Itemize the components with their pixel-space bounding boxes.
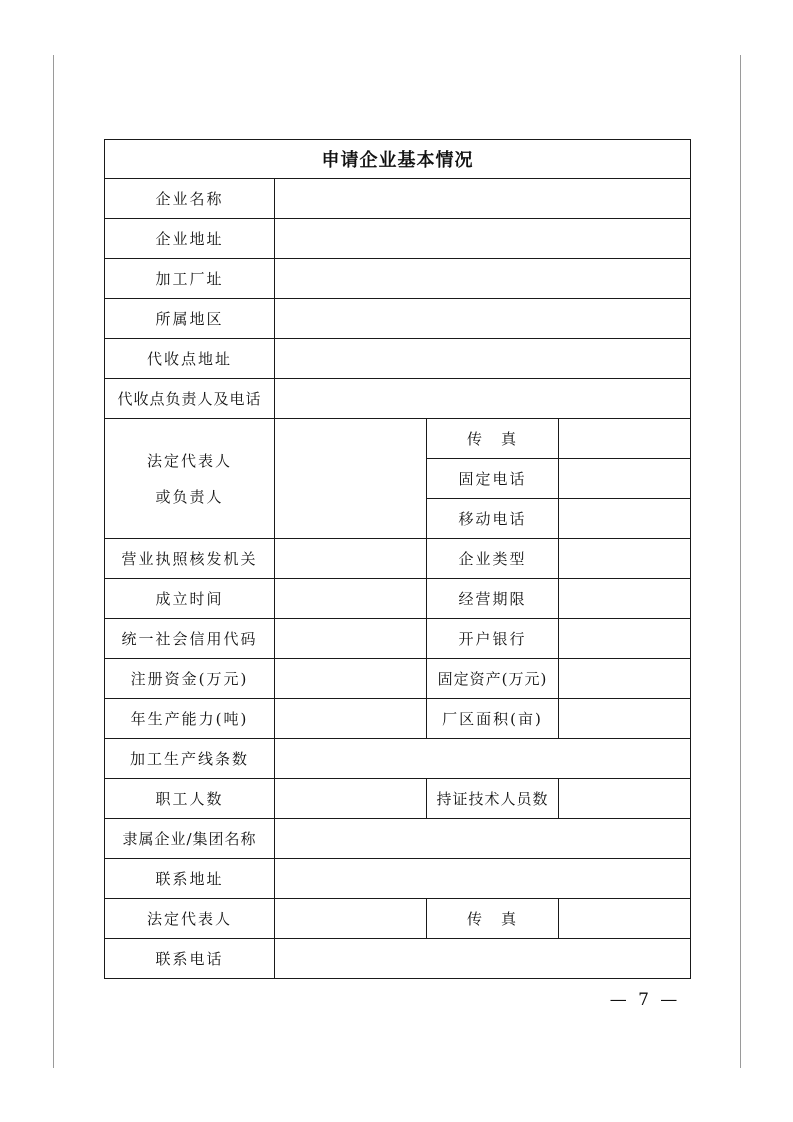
collection-point-address-label: 代收点地址: [105, 339, 275, 379]
fixed-assets-field[interactable]: [559, 659, 691, 699]
region-field[interactable]: [275, 299, 691, 339]
credit-code-label: 统一社会信用代码: [105, 619, 275, 659]
landline-label: 固定电话: [427, 459, 559, 499]
credit-code-field[interactable]: [275, 619, 427, 659]
collection-point-contact-label: 代收点负责人及电话: [105, 379, 275, 419]
production-lines-label: 加工生产线条数: [105, 739, 275, 779]
bank-field[interactable]: [559, 619, 691, 659]
plant-area-field[interactable]: [559, 699, 691, 739]
table-row: [105, 299, 691, 339]
fax-label: 传 真: [427, 419, 559, 459]
parent-group-field[interactable]: [275, 819, 691, 859]
plant-area-label: 厂区面积(亩): [427, 699, 559, 739]
fax-field[interactable]: [559, 419, 691, 459]
legal-rep-contact-field[interactable]: [275, 899, 427, 939]
left-margin-line: [53, 55, 54, 1068]
table-row: [105, 179, 691, 219]
table-row: [105, 619, 691, 659]
table-row: [105, 659, 691, 699]
certified-staff-field[interactable]: [559, 779, 691, 819]
enterprise-name-field[interactable]: [275, 179, 691, 219]
contact-address-field[interactable]: [275, 859, 691, 899]
legal-rep-or-responsible-label: [105, 419, 275, 539]
operating-period-field[interactable]: [559, 579, 691, 619]
parent-group-label: 隶属企业/集团名称: [105, 819, 275, 859]
annual-capacity-label: 年生产能力(吨): [105, 699, 275, 739]
right-margin-line: [740, 55, 741, 1068]
employees-field[interactable]: [275, 779, 427, 819]
established-label: 成立时间: [105, 579, 275, 619]
enterprise-name-label: 企业名称: [105, 179, 275, 219]
production-lines-field[interactable]: [275, 739, 691, 779]
table-row: [105, 819, 691, 859]
table-row: [105, 859, 691, 899]
factory-address-label: 加工厂址: [105, 259, 275, 299]
operating-period-label: 经营期限: [427, 579, 559, 619]
table-row: [105, 219, 691, 259]
table-row: [105, 939, 691, 979]
collection-point-address-field[interactable]: [275, 339, 691, 379]
table-row: [105, 579, 691, 619]
enterprise-info-form: [104, 139, 691, 979]
contact-address-label: 联系地址: [105, 859, 275, 899]
landline-field[interactable]: [559, 459, 691, 499]
registered-capital-label: 注册资金(万元): [105, 659, 275, 699]
registered-capital-field[interactable]: [275, 659, 427, 699]
enterprise-address-label: 企业地址: [105, 219, 275, 259]
enterprise-type-field[interactable]: [559, 539, 691, 579]
license-authority-field[interactable]: [275, 539, 427, 579]
enterprise-address-field[interactable]: [275, 219, 691, 259]
table-row: [105, 899, 691, 939]
table-row: [105, 339, 691, 379]
table-row: [105, 779, 691, 819]
legal-rep-label-line1: 法定代表人: [146, 451, 232, 470]
annual-capacity-field[interactable]: [275, 699, 427, 739]
table-row: [105, 739, 691, 779]
contact-phone-field[interactable]: [275, 939, 691, 979]
contact-phone-label: 联系电话: [105, 939, 275, 979]
fax2-label: 传 真: [427, 899, 559, 939]
legal-rep-field[interactable]: [275, 419, 427, 539]
page-number: — 7 —: [609, 990, 681, 1010]
bank-label: 开户银行: [427, 619, 559, 659]
certified-staff-label: 持证技术人员数: [427, 779, 559, 819]
form-title-row: [105, 140, 691, 179]
mobile-field[interactable]: [559, 499, 691, 539]
enterprise-type-label: 企业类型: [427, 539, 559, 579]
region-label: 所属地区: [105, 299, 275, 339]
form-title: 申请企业基本情况: [105, 140, 691, 179]
table-row: [105, 259, 691, 299]
fax2-field[interactable]: [559, 899, 691, 939]
table-row: [105, 699, 691, 739]
fixed-assets-label: 固定资产(万元): [427, 659, 559, 699]
table-row: [105, 419, 691, 459]
table-row: [105, 379, 691, 419]
established-field[interactable]: [275, 579, 427, 619]
mobile-label: 移动电话: [427, 499, 559, 539]
license-authority-label: 营业执照核发机关: [105, 539, 275, 579]
legal-rep-label-line2: 或负责人: [155, 487, 224, 506]
collection-point-contact-field[interactable]: [275, 379, 691, 419]
legal-rep-label: 法定代表人: [105, 899, 275, 939]
factory-address-field[interactable]: [275, 259, 691, 299]
employees-label: 职工人数: [105, 779, 275, 819]
table-row: [105, 539, 691, 579]
